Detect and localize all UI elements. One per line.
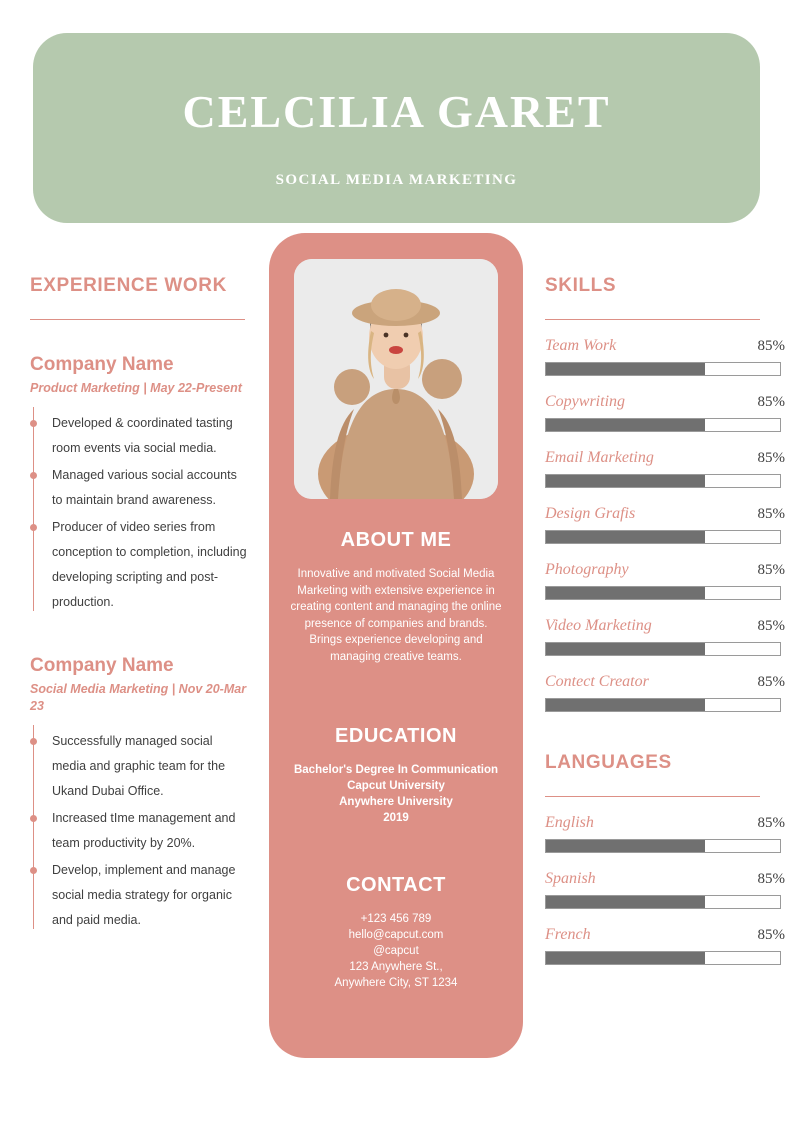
skill-percent: 85% — [757, 338, 785, 354]
skill-bar — [545, 586, 781, 600]
about-title: ABOUT ME — [340, 529, 452, 551]
list-item: Increased tIme management and team productivity by 20%. — [52, 806, 250, 856]
experience-item — [30, 354, 250, 615]
skill-label: Contect Creator — [545, 673, 649, 690]
company-name: Company Name — [30, 354, 174, 375]
language-label: French — [545, 926, 591, 943]
list-item: Successfully managed social media and graphic team for the Ukand Dubai Office. — [52, 729, 250, 804]
skills-divider — [545, 319, 760, 320]
experience-divider — [30, 319, 245, 320]
contact-title: CONTACT — [346, 874, 446, 896]
skill-label: Copywriting — [545, 393, 626, 410]
skill-bar — [545, 474, 781, 488]
language-label: Spanish — [545, 870, 596, 887]
header-subtitle: SOCIAL MEDIA MARKETING — [275, 172, 518, 188]
contact-address-line-1: 123 Anywhere St., — [349, 961, 443, 973]
job-meta: Product Marketing | May 22-Present — [30, 381, 242, 395]
skill-label: Email Marketing — [545, 449, 654, 466]
language-bar — [545, 951, 781, 965]
skill-percent: 85% — [757, 450, 785, 466]
resume-header — [33, 33, 760, 223]
skill-item — [545, 449, 785, 488]
language-percent: 85% — [757, 871, 785, 887]
skill-item — [545, 561, 785, 600]
about-text: Innovative and motivated Social Media Marketing with extensive experience in creating content and managing the online presence of companies and brands. Brings experience developing and managing creative teams. — [290, 568, 502, 663]
languages-divider — [545, 796, 760, 797]
skill-label: Photography — [545, 561, 629, 578]
skills-title: SKILLS — [545, 275, 617, 296]
education-line: Anywhere University — [339, 796, 453, 808]
skill-item — [545, 673, 785, 712]
job-meta: Social Media Marketing | Nov 20-Mar 23 — [30, 682, 247, 713]
contact-handle[interactable]: @capcut — [373, 945, 419, 957]
education-lines — [269, 762, 523, 826]
languages-section — [545, 752, 785, 965]
language-percent: 85% — [757, 927, 785, 943]
language-bar — [545, 895, 781, 909]
experience-section — [30, 275, 250, 935]
skill-percent: 85% — [757, 562, 785, 578]
skill-item — [545, 337, 785, 376]
contact-section — [269, 874, 523, 991]
skill-label: Video Marketing — [545, 617, 652, 634]
skills-section — [545, 275, 785, 965]
avatar — [294, 259, 498, 499]
list-item: Managed various social accounts to maintain brand awareness. — [52, 463, 250, 513]
language-item — [545, 814, 785, 853]
skill-percent: 85% — [757, 618, 785, 634]
skill-item — [545, 505, 785, 544]
skill-percent: 85% — [757, 506, 785, 522]
list-item: Producer of video series from conception to completion, including developing scripting and post-production. — [52, 515, 250, 615]
experience-title: EXPERIENCE WORK — [30, 275, 227, 296]
skill-bar — [545, 698, 781, 712]
language-item — [545, 926, 785, 965]
contact-email[interactable]: hello@capcut.com — [348, 929, 444, 941]
skill-item — [545, 393, 785, 432]
profile-panel — [269, 233, 523, 1058]
skill-bar — [545, 530, 781, 544]
education-line: 2019 — [383, 812, 409, 824]
language-percent: 85% — [757, 815, 785, 831]
skill-percent: 85% — [757, 394, 785, 410]
contact-address-line-2: Anywhere City, ST 1234 — [334, 977, 458, 989]
language-label: English — [545, 814, 594, 831]
list-item: Developed & coordinated tasting room events via social media. — [52, 411, 250, 461]
job-bullets — [30, 729, 250, 933]
language-bar — [545, 839, 781, 853]
experience-item — [30, 655, 250, 933]
education-title: EDUCATION — [335, 725, 457, 747]
education-section — [269, 725, 523, 826]
skill-percent: 85% — [757, 674, 785, 690]
contact-lines — [269, 911, 523, 991]
profile-photo-illustration — [294, 259, 498, 499]
skill-label: Team Work — [545, 337, 617, 354]
company-name: Company Name — [30, 655, 174, 676]
skill-label: Design Grafis — [545, 505, 636, 522]
skill-bar — [545, 642, 781, 656]
skill-bar — [545, 362, 781, 376]
contact-phone[interactable]: +123 456 789 — [360, 913, 432, 925]
skill-item — [545, 617, 785, 656]
skill-bar — [545, 418, 781, 432]
about-section — [269, 529, 523, 665]
job-bullets — [30, 411, 250, 615]
page-title: CELCILIA GARET — [182, 86, 611, 137]
language-item — [545, 870, 785, 909]
education-line: Bachelor's Degree In Communication — [293, 764, 499, 776]
list-item: Develop, implement and manage social media strategy for organic and paid media. — [52, 858, 250, 933]
languages-title: LANGUAGES — [545, 752, 672, 773]
education-line: Capcut University — [347, 780, 445, 792]
